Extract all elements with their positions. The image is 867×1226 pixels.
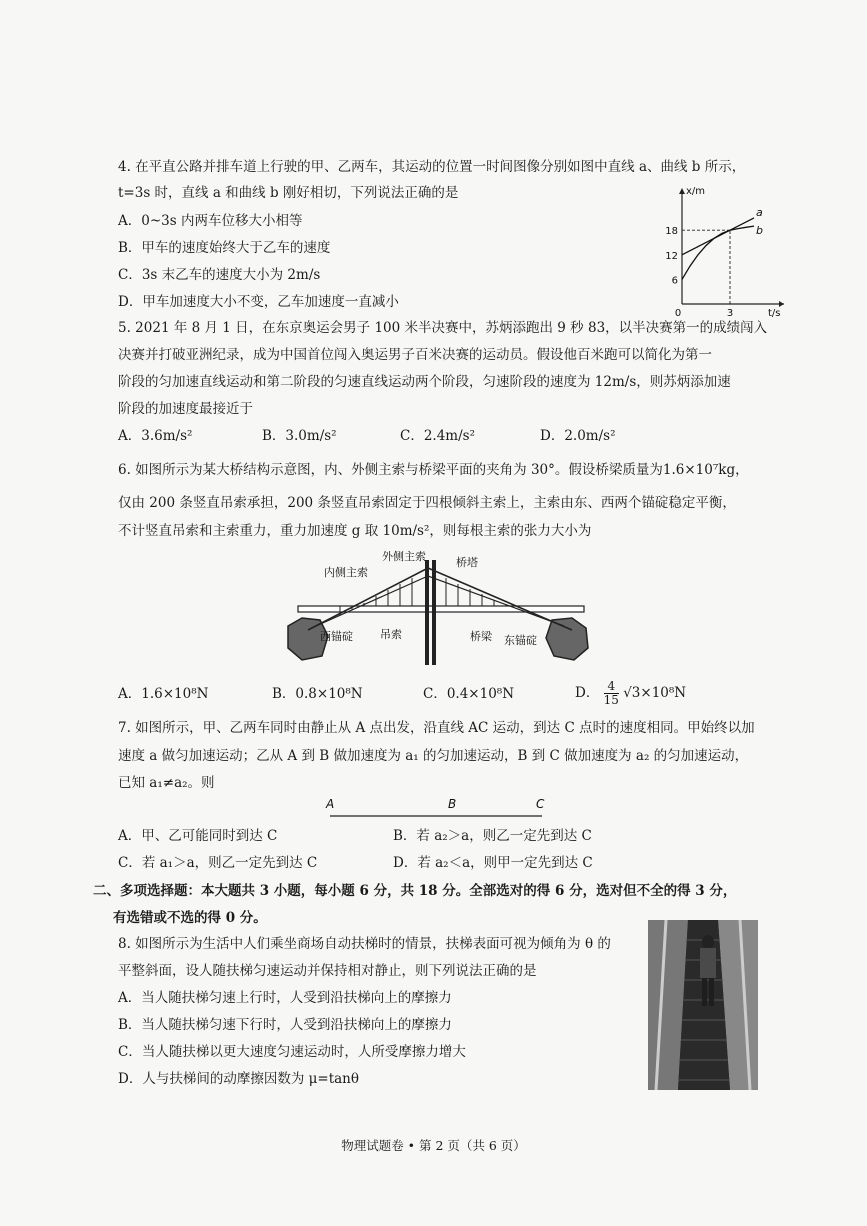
segment-abc-diagram [320,796,555,824]
q6-option-d-fraction [604,680,619,707]
q5-option-a: A．3.6m/s² [118,428,193,444]
q8-option-d: D．人与扶梯间的动摩擦因数为 μ=tanθ [118,1071,359,1087]
q4-option-a: A．0~3s 内两车位移大小相等 [118,213,303,229]
x-axis-label: t/s [768,308,781,317]
section-two-heading-line2: 有选错或不选的得 0 分。 [113,910,267,926]
y-axis-arrow [679,188,685,194]
q4-option-b: B．甲车的速度始终大于乙车的速度 [118,240,331,256]
q5-stem-line1: 5. 2021 年 8 月 1 日，在东京奥运会男子 100 米半决赛中，苏炳添跑出 9 秒 83，以半决赛第一的成绩闯入 [118,320,768,336]
bridge-diagram [280,548,600,673]
q8-stem-line1: 8. 如图所示为生活中人们乘坐商场自动扶梯时的情景，扶梯表面可视为倾角为 θ 的 [118,936,611,952]
inner-cable-shape [316,576,564,626]
series-label-b: b [756,224,763,238]
series-b [682,226,754,279]
label-east-anchor: 东锚碇 [504,634,537,647]
q7-stem-line1: 7. 如图所示，甲、乙两车同时由静止从 A 点出发，沿直线 AC 运动，到达 C 点时的速度相同。甲始终以加 [118,720,755,736]
chart-axes [679,188,784,307]
series-label-a: a [756,205,763,219]
fraction-denominator: 15 [603,693,619,707]
q8-option-b: B．当人随扶梯匀速下行时，人受到沿扶梯向上的摩擦力 [118,1017,452,1033]
q5-option-d: D．2.0m/s² [540,428,616,444]
q6-option-b: B．0.8×10⁸N [272,686,363,702]
page-footer: 物理试题卷 • 第 2 页（共 6 页） [341,1138,526,1153]
q5-stem-line2: 决赛并打破亚洲纪录，成为中国首位闯入奥运男子百米决赛的运动员。假设他百米跑可以简化为第一 [118,347,712,363]
label-west-anchor: 西锚碇 [320,630,353,643]
q7-stem-line3: 已知 a₁≠a₂。则 [118,775,215,791]
q5-option-b: B．3.0m/s² [262,428,337,444]
q8-option-c: C．当人随扶梯以更大速度匀速运动时，人所受摩擦力增大 [118,1044,466,1060]
x-tick-label: 3 [726,308,734,317]
escalator-photo [648,920,758,1090]
q4-option-d: D．甲车加速度大小不变，乙车加速度一直减小 [118,294,399,310]
point-a-label: A [326,797,335,811]
point-c-label: C [536,797,545,811]
q5-option-c: C．2.4m/s² [400,428,475,444]
q7-stem-line2: 速度 a 做匀加速运动；乙从 A 到 B 做加速度为 a₁ 的匀加速运动，B 到 C 做加速度为 a₂ 的匀加速运动， [118,748,749,764]
q7-option-c: C．若 a₁＞a，则乙一定先到达 C [118,855,318,871]
x-axis-arrow [779,301,784,307]
label-hanger: 吊索 [380,628,402,641]
q7-option-a: A．甲、乙可能同时到达 C [118,828,278,844]
q6-option-d-prefix: D． [575,685,600,701]
q6-stem-line2: 仅由 200 条竖直吊索承担，200 条竖直吊索固定于四根倾斜主索上，主索由东、西两个锚碇稳定平衡， [118,495,736,511]
y-tick-label: 12 [665,250,678,262]
y-tick-label: 6 [671,275,678,287]
x-tick-label: 0 [674,308,682,317]
fraction-numerator: 4 [604,680,619,694]
bridge-beam-shape [298,606,584,612]
section-two-heading-line1: 二、多项选择题：本大题共 3 小题，每小题 6 分，共 18 分。全部选对的得 6 分，选对但不全的得 3 分， [93,883,737,899]
q5-stem-line3: 阶段的匀加速直线运动和第二阶段的匀速直线运动两个阶段，匀速阶段的速度为 12m/s，则苏炳添加速 [118,374,731,390]
q6-stem-line1: 6. 如图所示为某大桥结构示意图，内、外侧主索与桥梁平面的夹角为 30°。假设桥梁质量为1.6×10⁷kg， [118,462,749,478]
q6-option-c: C．0.4×10⁸N [423,686,515,702]
tower-right-shape [432,560,436,665]
q7-option-d: D．若 a₂＜a，则甲一定先到达 C [393,855,593,871]
y-tick-label: 18 [665,226,678,238]
q8-stem-line2: 平整斜面，设人随扶梯匀速运动并保持相对静止，则下列说法正确的是 [118,963,537,979]
label-inner-cable: 内侧主索 [324,566,368,579]
q5-stem-line4: 阶段的加速度最接近于 [118,401,253,417]
point-b-label: B [448,797,457,811]
label-tower: 桥塔 [456,556,478,569]
q4-stem-line2: t=3s 时，直线 a 和曲线 b 刚好相切，下列说法正确的是 [118,185,459,201]
q6-option-d [575,676,686,710]
east-anchor-shape [546,618,588,660]
q4-option-c: C．3s 末乙车的速度大小为 2m/s [118,267,321,283]
q6-stem-line3: 不计竖直吊索和主索重力，重力加速度 g 取 10m/s²，则每根主索的张力大小为 [118,523,592,539]
position-time-chart [660,182,790,317]
q6-option-a: A．1.6×10⁸N [118,686,209,702]
label-outer-cable: 外侧主索 [382,550,426,563]
q6-option-d-suffix: √3×10⁸N [623,685,687,701]
q4-stem-line1: 4. 在平直公路并排车道上行驶的甲、乙两车，其运动的位置一时间图像分别如图中直线 a、曲线 b 所示， [118,159,746,175]
y-axis-label: x/m [686,186,706,197]
q7-option-b: B．若 a₂＞a，则乙一定先到达 C [393,828,592,844]
q8-option-a: A．当人随扶梯匀速上行时，人受到沿扶梯向上的摩擦力 [118,990,452,1006]
label-beam: 桥梁 [470,630,492,643]
chart-series [682,218,754,280]
